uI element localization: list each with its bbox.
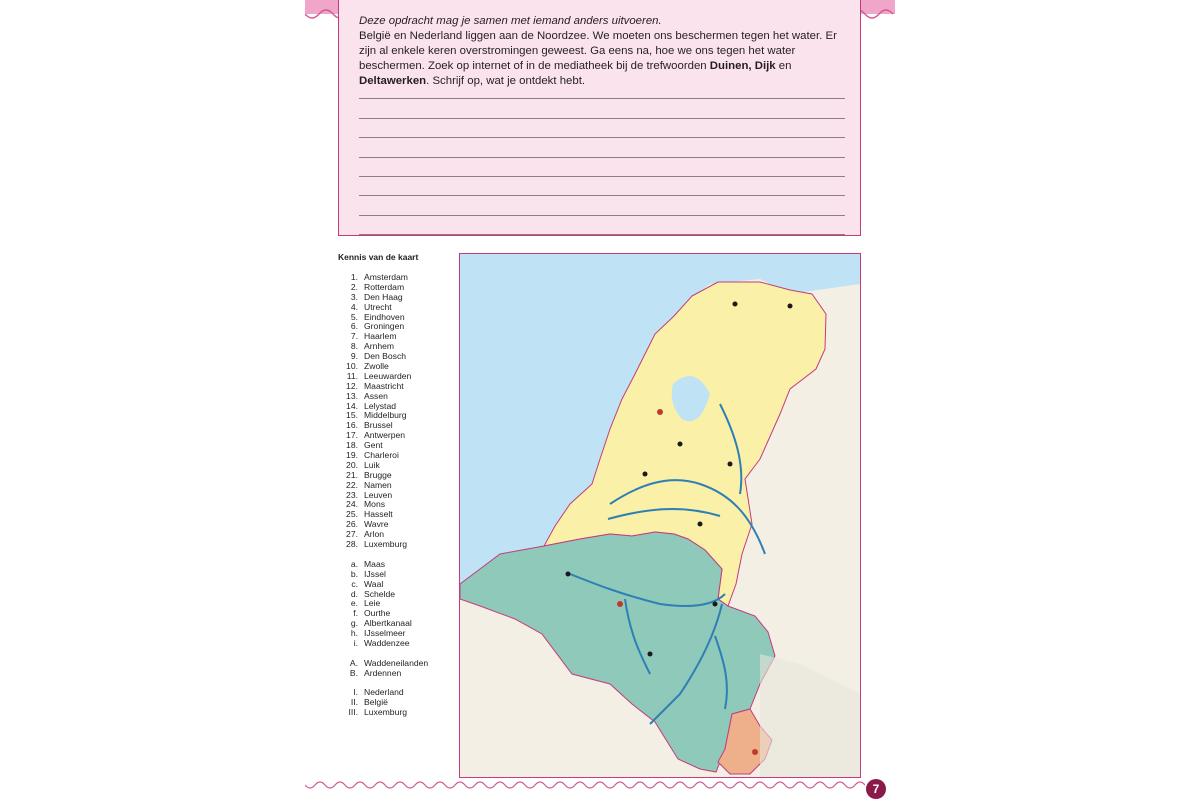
legend-item-label: Nederland bbox=[364, 687, 404, 698]
assignment-box bbox=[338, 0, 861, 236]
answer-lines bbox=[359, 80, 845, 235]
legend-item-label: Den Bosch bbox=[364, 351, 407, 362]
bottom-decorative-wave bbox=[305, 779, 865, 793]
city-marker bbox=[752, 749, 758, 755]
legend-item-label: Middelburg bbox=[364, 410, 407, 421]
legend-item-label: Wavre bbox=[364, 519, 389, 530]
legend-item-number: 6. bbox=[350, 321, 358, 332]
city-marker bbox=[728, 462, 733, 467]
legend-city-item bbox=[338, 540, 458, 550]
legend-item-label: Arnhem bbox=[364, 341, 395, 352]
legend-item-number: e. bbox=[350, 598, 358, 609]
city-marker bbox=[566, 572, 571, 577]
city-marker bbox=[617, 601, 623, 607]
legend-country-item bbox=[338, 708, 458, 718]
legend-item-number: B. bbox=[349, 667, 358, 678]
legend-item-label: Zwolle bbox=[364, 361, 389, 372]
legend-item-label: Waddeneilanden bbox=[364, 657, 429, 668]
legend-item-label: Leie bbox=[364, 598, 381, 609]
legend-item-label: Antwerpen bbox=[364, 430, 406, 441]
city-marker bbox=[648, 652, 653, 657]
page-number: 7 bbox=[866, 779, 886, 799]
answer-line[interactable] bbox=[359, 80, 845, 99]
city-marker bbox=[698, 522, 703, 527]
legend-item-label: Hasselt bbox=[364, 509, 393, 520]
legend-title: Kennis van de kaart bbox=[338, 252, 419, 262]
legend-item-label: Haarlem bbox=[364, 331, 397, 342]
legend-item-number: 15. bbox=[346, 410, 358, 421]
legend-item-label: Den Haag bbox=[364, 291, 403, 302]
assignment-body-1: België en Nederland liggen aan de Noordzee. We moeten ons beschermen tegen het water. Er zijn al enkele keren overstromingen geweest. Ga eens na, hoe we ons tegen het water beschermen. Zoek op internet of in de mediatheek bij de trefwoorden bbox=[359, 30, 837, 72]
legend-item-number: 5. bbox=[350, 311, 358, 322]
legend-item-label: Brussel bbox=[364, 420, 393, 431]
legend-item-label: Maastricht bbox=[364, 380, 404, 391]
legend-list bbox=[338, 273, 458, 718]
legend-item-label: Albertkanaal bbox=[364, 618, 412, 629]
legend-item-label: Ourthe bbox=[364, 608, 391, 619]
city-marker bbox=[733, 302, 738, 307]
legend-item-label: Mons bbox=[364, 499, 386, 510]
legend-item-label: Luxemburg bbox=[364, 707, 407, 718]
legend-item-label: Assen bbox=[364, 390, 388, 401]
city-marker bbox=[713, 602, 718, 607]
legend-item-label: Lelystad bbox=[364, 400, 397, 411]
legend-item-label: Gent bbox=[364, 440, 383, 451]
legend-item-label: Arlon bbox=[364, 529, 385, 540]
assignment-text bbox=[359, 14, 849, 89]
legend-item-number: 22. bbox=[346, 479, 358, 490]
legend-item-label: Amsterdam bbox=[364, 272, 408, 282]
legend-item-label: Schelde bbox=[364, 588, 396, 599]
legend-item-label: Waal bbox=[364, 578, 384, 589]
legend-item-number: 7. bbox=[350, 331, 358, 342]
legend-item-number: 3. bbox=[350, 291, 358, 302]
keyword-deltawerken: Deltawerken bbox=[359, 75, 427, 87]
legend-region-item bbox=[338, 669, 458, 679]
legend-item-label: Ardennen bbox=[364, 667, 402, 678]
legend-item-number: 8. bbox=[350, 341, 358, 352]
legend-item-label: Maas bbox=[364, 558, 386, 569]
legend-item-number: 16. bbox=[346, 420, 358, 431]
legend-item-number: 14. bbox=[346, 400, 358, 411]
legend-item-number: II. bbox=[350, 697, 358, 708]
legend-item-label: Groningen bbox=[364, 321, 405, 332]
legend-item-label: Namen bbox=[364, 479, 392, 490]
legend-item-label: België bbox=[364, 697, 388, 708]
answer-line[interactable] bbox=[359, 177, 845, 196]
legend-item-number: 24. bbox=[346, 499, 358, 510]
city-marker bbox=[657, 409, 663, 415]
legend-item-label: Eindhoven bbox=[364, 311, 405, 322]
answer-line[interactable] bbox=[359, 138, 845, 157]
answer-line[interactable] bbox=[359, 196, 845, 215]
legend-item-label: IJssel bbox=[364, 568, 386, 579]
legend-item-label: Waddenzee bbox=[364, 637, 410, 648]
legend-item-number: c. bbox=[351, 578, 358, 589]
legend-item-number: 25. bbox=[346, 509, 358, 520]
legend-item-number: 10. bbox=[346, 361, 358, 372]
legend-item-number: 2. bbox=[350, 281, 358, 292]
map-legend bbox=[338, 252, 458, 718]
legend-item-label: Leuven bbox=[364, 489, 393, 500]
legend-item-number: 20. bbox=[346, 459, 358, 470]
legend-item-number: 21. bbox=[346, 469, 358, 480]
legend-item-number: 9. bbox=[350, 351, 358, 362]
legend-item-label: Luik bbox=[364, 459, 380, 470]
legend-item-number: h. bbox=[350, 628, 358, 639]
answer-line[interactable] bbox=[359, 216, 845, 235]
legend-item-number: f. bbox=[353, 608, 358, 619]
assignment-intro: Deze opdracht mag je samen met iemand anders uitvoeren. bbox=[359, 15, 662, 27]
legend-item-number: d. bbox=[350, 588, 358, 599]
legend-item-label: Leeuwarden bbox=[364, 370, 412, 381]
legend-item-label: IJsselmeer bbox=[364, 628, 406, 639]
legend-item-label: Charleroi bbox=[364, 450, 399, 461]
legend-item-number: 19. bbox=[346, 450, 358, 461]
city-marker bbox=[788, 304, 793, 309]
legend-item-number: a. bbox=[350, 558, 358, 569]
legend-item-number: 26. bbox=[346, 519, 358, 530]
legend-item-number: 13. bbox=[346, 390, 358, 401]
legend-item-number: g. bbox=[350, 618, 358, 629]
legend-item-number: I. bbox=[353, 687, 358, 698]
legend-item-number: 17. bbox=[346, 430, 358, 441]
city-marker bbox=[678, 442, 683, 447]
legend-item-number: 4. bbox=[350, 301, 358, 312]
assignment-body-2: . Schrijf op, wat je ontdekt hebt. bbox=[426, 75, 586, 87]
map-svg bbox=[460, 254, 860, 777]
legend-item-number: 11. bbox=[346, 370, 358, 381]
legend-item-number: b. bbox=[350, 568, 358, 579]
legend-item-label: Brugge bbox=[364, 469, 392, 480]
legend-item-label: Utrecht bbox=[364, 301, 392, 312]
legend-item-label: Rotterdam bbox=[364, 281, 405, 292]
legend-item-number: 23. bbox=[346, 489, 358, 500]
legend-item-number: 28. bbox=[346, 539, 358, 550]
legend-item-label: Luxemburg bbox=[364, 539, 407, 550]
answer-line[interactable] bbox=[359, 158, 845, 177]
legend-item-number: III. bbox=[348, 707, 358, 718]
legend-item-number: 12. bbox=[346, 380, 358, 391]
legend-water-item bbox=[338, 639, 458, 649]
legend-item-number: A. bbox=[349, 657, 358, 668]
answer-line[interactable] bbox=[359, 119, 845, 138]
legend-item-number: i. bbox=[353, 637, 358, 648]
keyword-dijk: Dijk bbox=[754, 60, 776, 72]
keyword-duinen: Duinen, bbox=[709, 60, 752, 72]
legend-item-number: 27. bbox=[346, 529, 358, 540]
benelux-map bbox=[459, 253, 861, 778]
assignment-connector: en bbox=[775, 60, 792, 72]
legend-item-number: 1. bbox=[350, 272, 358, 282]
legend-item-number: 18. bbox=[346, 440, 358, 451]
city-marker bbox=[643, 472, 648, 477]
answer-line[interactable] bbox=[359, 99, 845, 118]
